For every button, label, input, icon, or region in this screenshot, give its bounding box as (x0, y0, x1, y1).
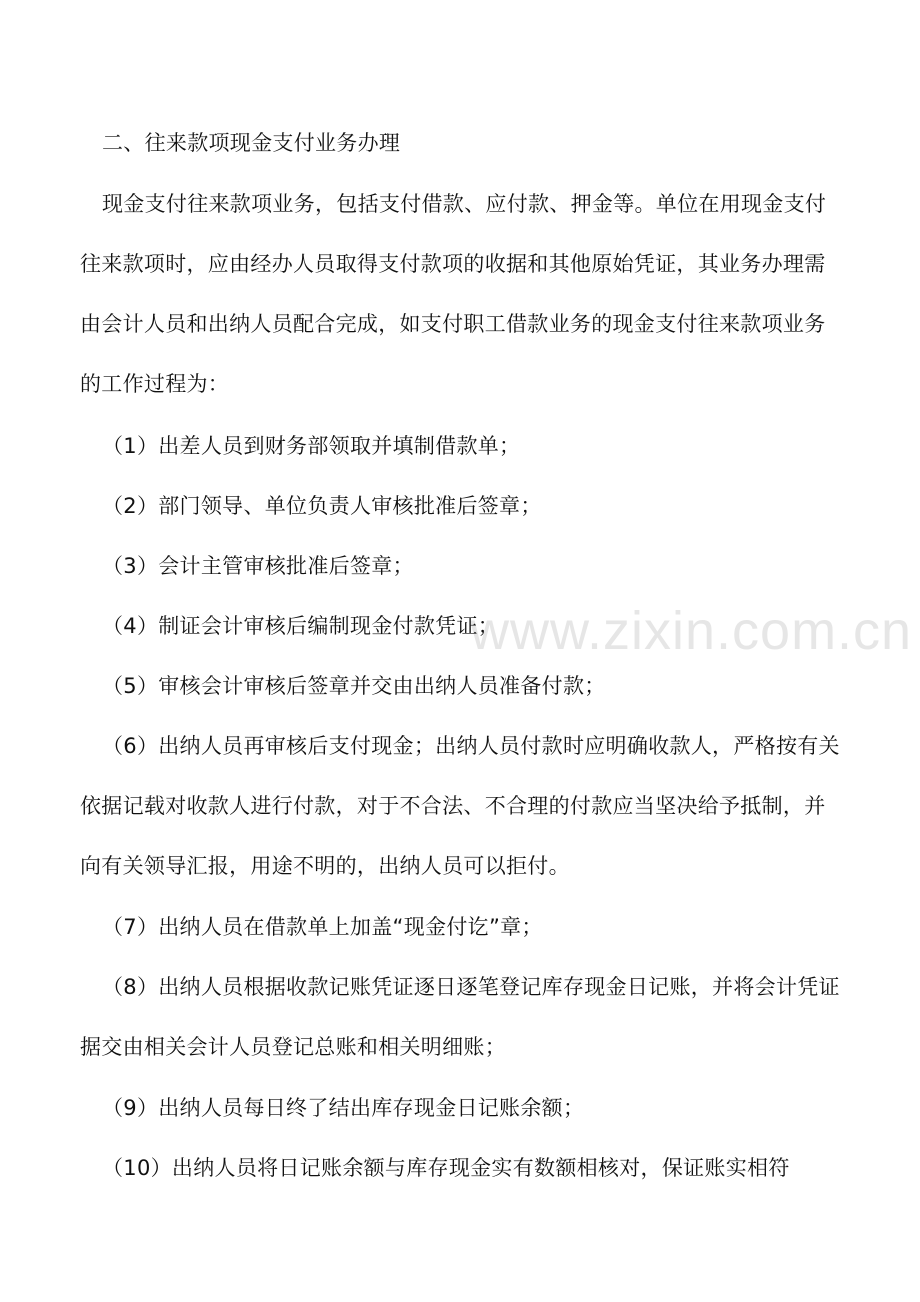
step-item: （8）出纳人员根据收款记账凭证逐日逐笔登记库存现金日记账，并将会计凭证 (102, 975, 840, 999)
step-item: （10）出纳人员将日记账余额与库存现金实有数额相核对，保证账实相符 (102, 1156, 790, 1180)
step-item: （4）制证会计审核后编制现金付款凭证； (102, 614, 500, 638)
step-item-continued: 向有关领导汇报，用途不明的，出纳人员可以拒付。 (80, 854, 570, 878)
step-item: （1）出差人员到财务部领取并填制借款单； (102, 434, 521, 458)
step-item: （5）审核会计审核后签章并交由出纳人员准备付款； (102, 674, 606, 698)
step-item: （9）出纳人员每日终了结出库存现金日记账余额； (102, 1096, 585, 1120)
step-item: （3）会计主管审核批准后签章； (102, 554, 414, 578)
step-item-continued: 据交由相关会计人员登记总账和相关明细账； (80, 1035, 506, 1059)
paragraph-line: 现金支付往来款项业务，包括支付借款、应付款、押金等。单位在用现金支付 (102, 192, 827, 216)
paragraph-line: 往来款项时，应由经办人员取得支付款项的收据和其他原始凭证，其业务办理需 (80, 252, 826, 276)
step-item-continued: 依据记载对收款人进行付款，对于不合法、不合理的付款应当坚决给予抵制，并 (80, 794, 826, 818)
paragraph-line: 由会计人员和出纳人员配合完成，如支付职工借款业务的现金支付往来款项业务 (80, 312, 826, 336)
step-item: （2）部门领导、单位负责人审核批准后签章； (102, 494, 542, 518)
watermark: www.zixin.com.cn (470, 601, 913, 661)
step-item: （6）出纳人员再审核后支付现金；出纳人员付款时应明确收款人，严格按有关 (102, 734, 840, 758)
paragraph-line: 的工作过程为： (80, 372, 230, 396)
section-heading: 二、往来款项现金支付业务办理 (102, 131, 401, 155)
step-item: （7）出纳人员在借款单上加盖“现金付讫”章； (102, 915, 543, 939)
